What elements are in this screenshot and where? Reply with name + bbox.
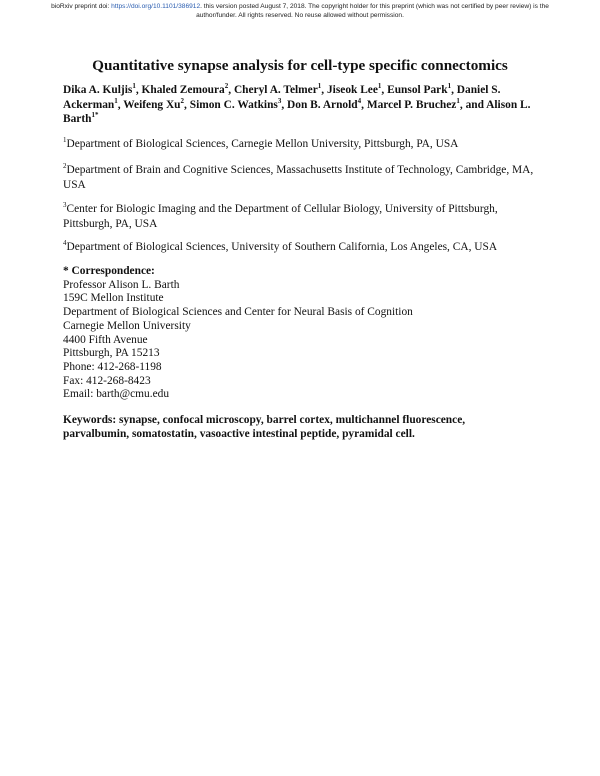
preprint-header <box>30 3 570 20</box>
doi-link[interactable]: https://doi.org/10.1101/386912 <box>111 3 201 10</box>
correspondence-line: 4400 Fifth Avenue <box>63 333 148 346</box>
author: Jiseok Lee$^1$, <box>326 82 388 96</box>
affiliation-3: $^3$Center for Biologic Imaging and the Department of Cellular Biology, University of Pittsburgh, Pittsburgh, PA, USA <box>63 201 498 230</box>
author: Marcel P. Bruchez$^1$, and <box>366 96 487 111</box>
correspondence-line: 159C Mellon Institute <box>63 292 164 305</box>
affiliation-4: $^4$Department of Biological Sciences, University of Southern California, Los Angeles, CA, USA <box>63 239 498 253</box>
author: Cheryl A. Telmer$^1$, <box>233 82 327 96</box>
author: Alison L. Barth$^{1*}$ <box>63 98 531 126</box>
correspondence-label: * Correspondence: <box>63 265 155 277</box>
correspondence-line: Professor Alison L. Barth <box>63 278 180 291</box>
author: Daniel S. Ackerman$^1$, <box>63 84 501 111</box>
correspondence-line: Pittsburgh, PA 15213 <box>63 347 160 360</box>
correspondence-block <box>63 265 543 402</box>
author: Simon C. Watkins$^3$, <box>189 96 288 111</box>
header-prefix: bioRxiv preprint doi: <box>51 3 112 10</box>
author: Eunsol Park$^1$, <box>387 82 457 96</box>
author: Khaled Zemoura$^2$, <box>141 82 234 96</box>
header-suffix: . this version posted August 7, 2018. The copyright holder for this preprint (which was not certified by peer review) is the author/funder. All rights reserved. No reuse allowed without permission. <box>196 3 549 19</box>
paper-title: Quantitative synapse analysis for cell-type specific connectomics <box>92 57 508 74</box>
correspondence-line: Department of Biological Sciences and Center for Neural Basis of Cognition <box>63 306 413 319</box>
correspondence-line: Fax: 412-268-8423 <box>63 374 151 387</box>
correspondence-line: Carnegie Mellon University <box>63 319 191 332</box>
author: Don B. Arnold$^4$, <box>287 96 367 111</box>
keywords: Keywords: synapse, confocal microscopy, barrel cortex, multichannel fluorescence, parvalbumin, somatostatin, vasoactive intestinal peptide, pyramidal cell. <box>63 414 466 440</box>
author-list <box>63 83 543 127</box>
correspondence-line: Phone: 412-268-1198 <box>63 360 162 373</box>
affiliation-2: $^2$Department of Brain and Cognitive Sciences, Massachusetts Institute of Technology, Cambridge, MA, USA <box>63 162 534 191</box>
affiliation-1: $^1$Department of Biological Sciences, Carnegie Mellon University, Pittsburgh, PA, USA <box>63 136 459 150</box>
correspondence-email: Email: barth@cmu.edu <box>63 388 170 401</box>
author: Dika A. Kuljis$^1$, <box>63 82 142 96</box>
author: Weifeng Xu$^2$, <box>123 96 190 111</box>
